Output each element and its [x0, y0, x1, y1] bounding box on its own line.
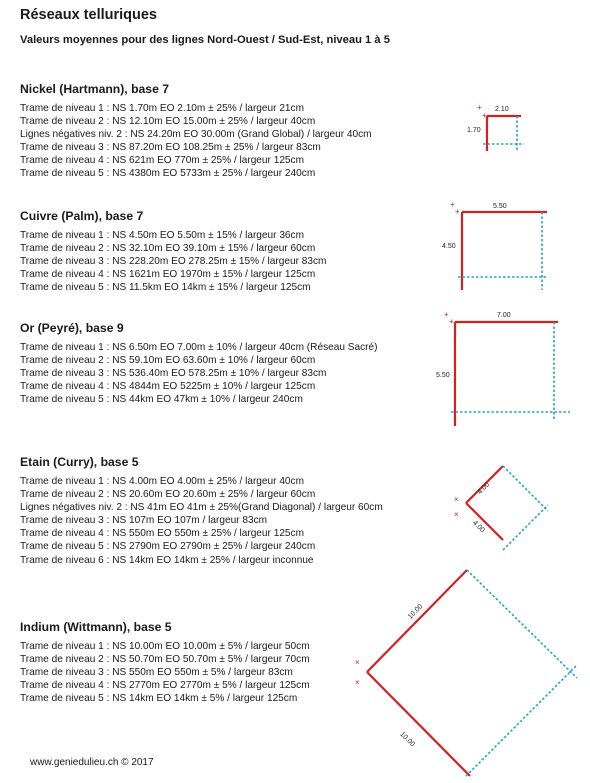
footer-copyright: www.geniedulieu.ch © 2017 [30, 757, 154, 768]
cross-marker: × [454, 495, 459, 504]
section-line: Trame de niveau 2 : NS 20.60m EO 20.60m ± 25% / largeur 60cm [20, 489, 316, 501]
section-line: Trame de niveau 5 : NS 14km EO 14km ± 5% / largeur 125cm [20, 693, 298, 705]
red-line [466, 503, 503, 540]
height-label: 1.70 [467, 127, 481, 134]
section-line: Trame de niveau 4 : NS 621m EO 770m ± 25% / largeur 125cm [20, 155, 304, 167]
cross-marker: × [454, 510, 459, 519]
width-label: 7.00 [497, 312, 511, 319]
plus-marker: + [455, 207, 460, 216]
section-line: Trame de niveau 4 : NS 2770m EO 2770m ± 5% / largeur 125cm [20, 680, 310, 692]
section-line: Trame de niveau 5 : NS 11.5km EO 14km ± 15% / largeur 125cm [20, 282, 311, 294]
section-line: Trame de niveau 6 : NS 14km EO 14km ± 25% / largeur inconnue [20, 554, 314, 566]
blue-dashed-line [503, 466, 548, 511]
section-heading: Nickel (Hartmann), base 7 [20, 82, 170, 96]
cross-marker: × [355, 678, 360, 687]
bottom-label: 10.00 [398, 730, 416, 749]
height-label: 4.50 [442, 243, 456, 250]
width-label: 5.50 [493, 203, 507, 210]
diagram-indium [355, 570, 577, 776]
section-line: Trame de niveau 1 : NS 1.70m EO 2.10m ± 25% / largeur 21cm [20, 103, 304, 114]
top-label: 10.00 [406, 603, 425, 621]
plus-marker: + [450, 200, 455, 209]
plus-marker: + [449, 317, 454, 326]
section-line: Trame de niveau 2 : NS 32.10m EO 39.10m ± 15% / largeur 60cm [20, 243, 316, 255]
cross-marker: × [355, 658, 360, 667]
plus-marker: + [444, 310, 449, 319]
diagram-nickel [467, 103, 524, 151]
section-line: Lignes négatives niv. 2 : NS 24.20m EO 30.00m (Grand Global) / largeur 40cm [20, 129, 372, 141]
section-line: Trame de niveau 3 : NS 228.20m EO 278.25m ± 15% / largeur 83cm [20, 256, 327, 268]
page-title: Réseaux telluriques [20, 7, 157, 23]
section-line: Trame de niveau 1 : NS 6.50m EO 7.00m ± 10% / largeur 40cm (Réseau Sacré) [20, 342, 378, 353]
section-line: Trame de niveau 1 : NS 10.00m EO 10.00m ± 5% / largeur 50cm [20, 641, 310, 652]
red-line [367, 672, 470, 776]
section-heading: Etain (Curry), base 5 [20, 455, 139, 469]
section-line: Lignes négatives niv. 2 : NS 41m EO 41m ± 25%(Grand Diagonal) / largeur 60cm [20, 502, 383, 514]
blue-dashed-line [503, 505, 548, 550]
section-heading: Or (Peyré), base 9 [20, 321, 124, 335]
section-line: Trame de niveau 1 : NS 4.00m EO 4.00m ± 25% / largeur 40cm [20, 476, 304, 487]
section-line: Trame de niveau 3 : NS 107m EO 107m / largeur 83cm [20, 515, 268, 527]
section-heading: Cuivre (Palm), base 7 [20, 209, 144, 223]
width-label: 2.10 [495, 106, 509, 113]
section-line: Trame de niveau 5 : NS 4380m EO 5733m ± 25% / largeur 240cm [20, 168, 316, 180]
section-line: Trame de niveau 3 : NS 550m EO 550m ± 5% / largeur 83cm [20, 667, 293, 679]
section-line: Trame de niveau 2 : NS 59.10m EO 63.60m ± 10% / largeur 60cm [20, 355, 316, 367]
section-heading: Indium (Wittmann), base 5 [20, 620, 172, 634]
diagram-etain [454, 466, 548, 550]
section-line: Trame de niveau 4 : NS 550m EO 550m ± 25% / largeur 125cm [20, 528, 304, 540]
page-subtitle: Valeurs moyennes pour des lignes Nord-Ouest / Sud-Est, niveau 1 à 5 [20, 34, 390, 46]
section-line: Trame de niveau 2 : NS 50.70m EO 50.70m ± 5% / largeur 70cm [20, 654, 310, 666]
plus-marker: + [477, 103, 482, 112]
red-line [367, 570, 467, 672]
section-line: Trame de niveau 2 : NS 12.10m EO 15.00m ± 25% / largeur 40cm [20, 116, 316, 128]
section-line: Trame de niveau 3 : NS 536.40m EO 578.25m ± 10% / largeur 83cm [20, 368, 327, 380]
section-line: Trame de niveau 3 : NS 87.20m EO 108.25m ± 25% / largeur 83cm [20, 142, 321, 154]
diagram-cuivre [442, 200, 548, 290]
blue-dashed-line [467, 570, 577, 678]
height-label: 5.50 [436, 372, 450, 379]
section-line: Trame de niveau 4 : NS 4844m EO 5225m ± 10% / largeur 125cm [20, 381, 316, 393]
section-line: Trame de niveau 4 : NS 1621m EO 1970m ± 15% / largeur 125cm [20, 269, 316, 281]
section-line: Trame de niveau 1 : NS 4.50m EO 5.50m ± 15% / largeur 36cm [20, 230, 304, 241]
plus-marker: + [482, 111, 487, 120]
top-label: 4.00 [476, 481, 492, 496]
blue-dashed-line [466, 666, 576, 776]
bottom-label: 4.00 [471, 519, 486, 535]
section-line: Trame de niveau 5 : NS 2790m EO 2790m ± 25% / largeur 240cm [20, 541, 316, 553]
section-line: Trame de niveau 5 : NS 44km EO 47km ± 10% / largeur 240cm [20, 394, 303, 406]
diagram-or [436, 310, 570, 426]
